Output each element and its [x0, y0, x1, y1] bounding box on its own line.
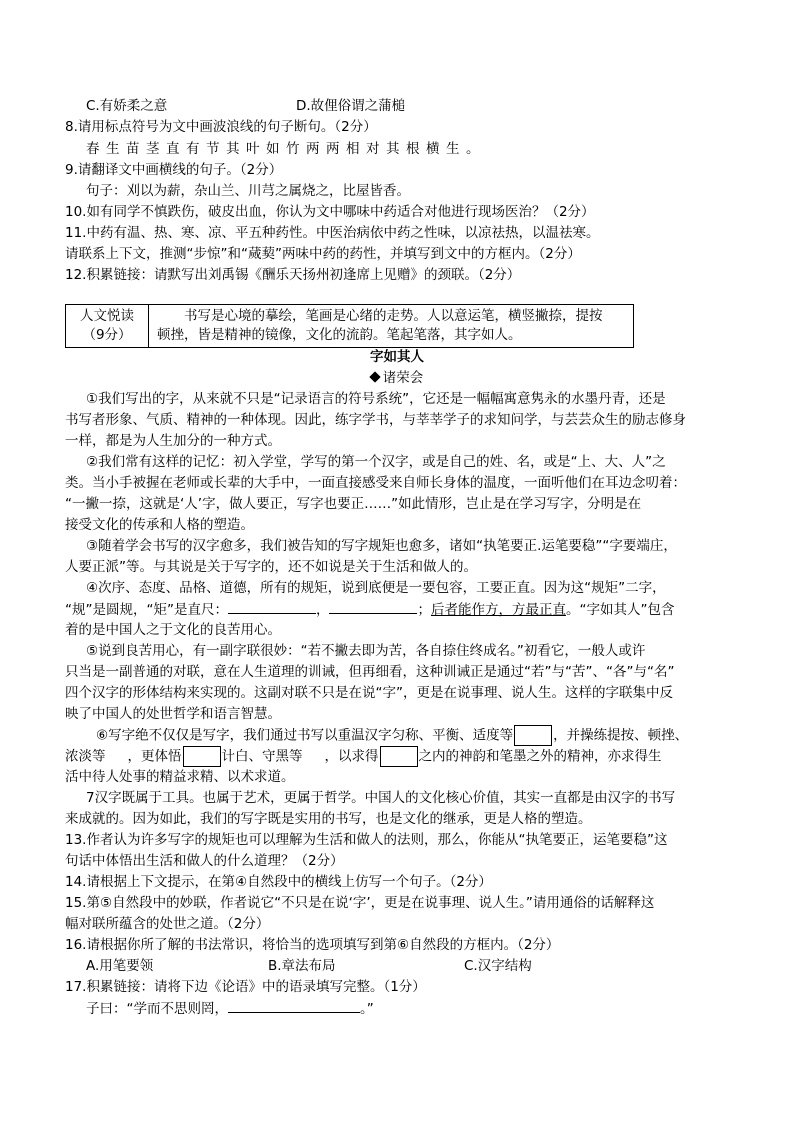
answer-box-2[interactable] [183, 746, 221, 767]
q10-prompt: 10.如有同学不慎跌伤，破皮出血，你认为文中哪味中药适合对他进行现场医治？（2分） [65, 204, 595, 220]
q11-line2: 请联系上下文，推测“步惊”和“蒇葜”两味中药的药性，并填写到文中的方框内。（2分） [65, 246, 581, 262]
p5-line: 四个汉字的形体结构来实现的。这副对联不只是在说“字”，更是在说事理、说人生。这样的字联集中反 [65, 685, 673, 701]
p2-line: 类。当小手被握在老师或长辈的大手中，一面直接感受来自师长身体的温度，一面听他们在耳边念叨着： [65, 475, 686, 491]
q9-text: 句子：刈以为薪，杂山兰、川芎之属烧之，比屋皆香。 [86, 183, 410, 199]
q17-answer-blank[interactable] [228, 998, 360, 1013]
answer-box-3[interactable] [380, 746, 418, 767]
q15-line1: 15.第⑤自然段中的妙联，作者说它“不只是在说‘字’，更是在说事理、说人生。”请用通俗的话解释这 [65, 895, 655, 911]
q16-option-b: B.章法布局 [268, 958, 336, 974]
p3-line: 人要正派”等。与其说是关于写字的，还不如说是关于生活和做人的。 [65, 559, 477, 575]
p4-line: 着的是中国人之于文化的良苦用心。 [65, 622, 281, 638]
q11-line1: 11.中药有温、热、寒、凉、平五种药性。中医治病依中药之性味，以凉祛热，以温祛寒。 [65, 225, 600, 241]
article-title: 字如其人 [370, 349, 424, 365]
q17-quote: 子曰：“学而不思则罔， 。” [86, 998, 374, 1019]
answer-box-1[interactable] [514, 725, 552, 746]
q12-prompt: 12.积累链接：请默写出刘禹锡《酬乐天扬州初逢席上见赠》的颈联。（2分） [65, 267, 521, 283]
underlined-model-sentence: 后者能作方，方最正直 [430, 602, 566, 618]
section-intro: 书写是心境的摹绘，笔画是心绪的走势。人以意运笔，横竖撇捺，提按 顿挫，皆是精神的镜像，文化的流韵。笔起笔落，其字如人。 [149, 305, 634, 348]
p1-line: 一样，都是为人生加分的一种方式。 [65, 433, 281, 449]
q9-prompt: 9.请翻译文中画横线的句子。（2分） [65, 162, 283, 178]
q8-text: 春生苗茎直有节其叶如竹两两相对其根横生。 [86, 141, 486, 157]
q7-option-c: C.有娇柔之意 [86, 98, 168, 114]
p6-line: ⑥写字绝不仅仅是写字，我们通过书写以重温汉字匀称、平衡、适度等 ，并操练提按、顿挫、 [96, 725, 688, 746]
q15-line2: 幅对联所蕴含的处世之道。（2分） [65, 916, 270, 932]
p2-line: 接受文化的传承和人格的塑造。 [65, 517, 254, 533]
p3-line: ③随着学会书写的汉字愈多，我们被告知的写字规矩也愈多，诸如“执笔要正.运笔要稳”“字要端庄， [86, 538, 677, 554]
q13-line1: 13.作者认为许多写字的规矩也可以理解为生活和做人的法则，那么，你能从“执笔要正，运笔要稳”这 [65, 832, 668, 848]
section-label: 人文悦读 （9分） [66, 305, 149, 348]
imitation-blank-1[interactable] [228, 599, 316, 614]
q16-option-c: C.汉字结构 [464, 958, 532, 974]
article-author: 诸荣会 [0, 368, 794, 389]
imitation-blank-2[interactable] [329, 599, 417, 614]
p2-line: “一撇一捺，这就是‘人’字，做人要正，写字也要正……”如此情形，岂止是在学习写字，分明是在 [65, 496, 642, 512]
q17-prompt: 17.积累链接：请将下边《论语》中的语录填写完整。（1分） [65, 979, 426, 995]
q13-line2: 句话中体悟出生活和做人的什么道理？（2分） [65, 853, 344, 869]
p7-line: 来成就的。因为如此，我们的写字既是实用的书写，也是文化的继承，更是人格的塑造。 [65, 811, 592, 827]
p5-line: 映了中国人的处世哲学和语言智慧。 [65, 706, 281, 722]
q16-option-a: A.用笔要领 [86, 958, 154, 974]
p1-line: ①我们写出的字，从来就不只是“记录语言的符号系统”，它还是一幅幅寓意隽永的水墨丹青，还是 [86, 391, 666, 407]
p1-line: 书写者形象、气质、精神的一种体现。因此，练字学书，与莘莘学子的求知问学，与芸芸众生的励志修身 [65, 412, 686, 428]
q16-prompt: 16.请根据你所了解的书法常识，将恰当的选项填写到第⑥自然段的方框内。（2分） [65, 937, 560, 953]
p4-line: ④次序、态度、品格、道德，所有的规矩，说到底便是一要包容，工要正直。因为这“规矩”二字， [86, 580, 666, 596]
p5-line: 只当是一副普通的对联，意在人生道理的训诫，但再细看，这种训诫正是通过“若”与“苦”、“各”与“名” [65, 664, 675, 680]
q14-prompt: 14.请根据上下文提示，在第④自然段中的横线上仿写一个句子。（2分） [65, 874, 492, 890]
q7-option-d: D.故俚俗谓之蒲槌 [296, 98, 406, 114]
p6-line: 浓淡等 ，更体悟 计白、守黑等 ，以求得 之内的神韵和笔墨之外的精神，亦求得生 [65, 746, 662, 767]
q8-prompt: 8.请用标点符号为文中画波浪线的句子断句。（2分） [65, 119, 377, 135]
p5-line: ⑤说到良苦用心，有一副字联很妙：“若不撇去即为苦，各自捺住终成名。”初看它，一般人或许 [86, 643, 646, 659]
section-header-box [65, 304, 634, 348]
p6-line: 活中待人处事的精益求精、以术求道。 [65, 769, 295, 785]
p7-line: 7汉字既属于工具。也属于艺术，更属于哲学。中国人的文化核心价值，其实一直都是由汉字的书写 [86, 790, 676, 806]
diamond-icon [369, 371, 380, 382]
p2-line: ②我们常有这样的记忆：初入学堂，学写的第一个汉字，或是自己的姓、名，或是“上、大、人”之 [86, 454, 666, 470]
p4-line: “规”是圆规，“矩”是直尺： ， ；后者能作方，方最正直。“字如其人”包含 [65, 599, 674, 620]
